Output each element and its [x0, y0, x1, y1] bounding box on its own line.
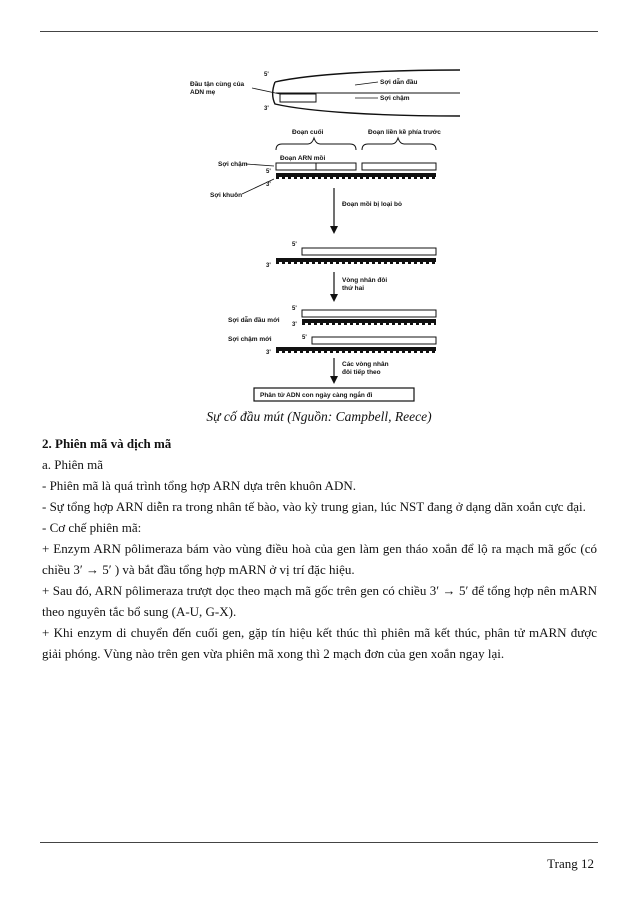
paragraph-6: + Khi enzym di chuyển đến cuối gen, gặp tín hiệu kết thúc thì phiên mã kết thúc, phân tử mARN được giải phóng. Vùng nào trên gen vừa phiên mã xong thì 2 mạch đơn của gen xoắn ngay lại. — [42, 625, 597, 661]
telomere-figure — [180, 60, 460, 425]
label-5prime-e: 5' — [302, 335, 307, 341]
figure-caption: Sự cố đầu mút (Nguồn: Campbell, Reece) — [206, 409, 432, 424]
label-parent-end-2: ADN mẹ — [190, 89, 216, 96]
telomere-diagram — [180, 60, 460, 425]
label-template: Sợi khuôn — [210, 192, 243, 199]
header-rule — [40, 31, 598, 32]
label-previous-fragment: Đoạn liền kề phía trước — [368, 129, 441, 136]
paragraph-3: - Cơ chế phiên mã: — [42, 520, 142, 535]
label-last-fragment: Đoạn cuối — [292, 129, 324, 136]
label-3prime-e: 3' — [266, 350, 271, 356]
label-leading-strand: Sợi dẫn đầu — [380, 79, 418, 86]
label-lagging-strand-2: Sợi chậm — [218, 161, 248, 168]
label-second-round-2: thứ hai — [342, 285, 365, 292]
section-title: 2. Phiên mã và dịch mã — [42, 436, 172, 451]
label-lagging-strand: Sợi chậm — [380, 95, 410, 102]
subsection-title: a. Phiên mã — [42, 457, 104, 472]
paragraph-5: + Sau đó, ARN pôlimeraza trượt dọc theo mạch mã gốc trên gen có chiều 3′ → 5′ để tổng hợp nên mARN theo nguyên tắc bổ sung (A-U, G-X). — [42, 583, 597, 619]
label-result: Phân tử ADN con ngày càng ngắn đi — [260, 392, 373, 399]
footer-rule — [40, 842, 598, 843]
paragraph-2: - Sự tổng hợp ARN diễn ra trong nhân tế bào, vào kỳ trung gian, lúc NST đang ở dạng dãn xoắn cực đại. — [42, 499, 586, 514]
label-second-round: Vòng nhân đôi — [342, 277, 388, 284]
paragraph-4: + Enzym ARN pôlimeraza bám vào vùng điều hoà của gen làm gen tháo xoắn để lộ ra mạch mã gốc (có chiều 3′ → 5′ ) và bắt đầu tổng hợp mARN ở vị trí đặc hiệu. — [42, 541, 597, 577]
label-5prime-a: 5' — [264, 72, 269, 78]
label-primer: Đoạn ARN mồi — [280, 155, 326, 162]
label-parent-end: Đầu tận cùng của — [190, 81, 245, 88]
label-primer-removed: Đoạn mồi bị loại bỏ — [342, 201, 402, 208]
label-new-leading: Sợi dẫn đầu mới — [228, 317, 280, 324]
label-further-rounds: Các vòng nhân — [342, 361, 389, 368]
label-5prime-c: 5' — [292, 242, 297, 248]
label-3prime-b: 3' — [266, 182, 271, 188]
label-5prime-b: 5' — [266, 169, 271, 175]
body-text — [42, 433, 597, 664]
label-3prime-c: 3' — [266, 263, 271, 269]
label-3prime-d: 3' — [292, 322, 297, 328]
label-new-lagging: Sợi chậm mới — [228, 336, 272, 343]
page-number: Trang 12 — [547, 856, 594, 871]
label-3prime-a: 3' — [264, 106, 269, 112]
label-further-rounds-2: đôi tiếp theo — [342, 369, 381, 376]
paragraph-1: - Phiên mã là quá trình tổng hợp ARN dựa trên khuôn ADN. — [42, 478, 356, 493]
label-5prime-d: 5' — [292, 306, 297, 312]
